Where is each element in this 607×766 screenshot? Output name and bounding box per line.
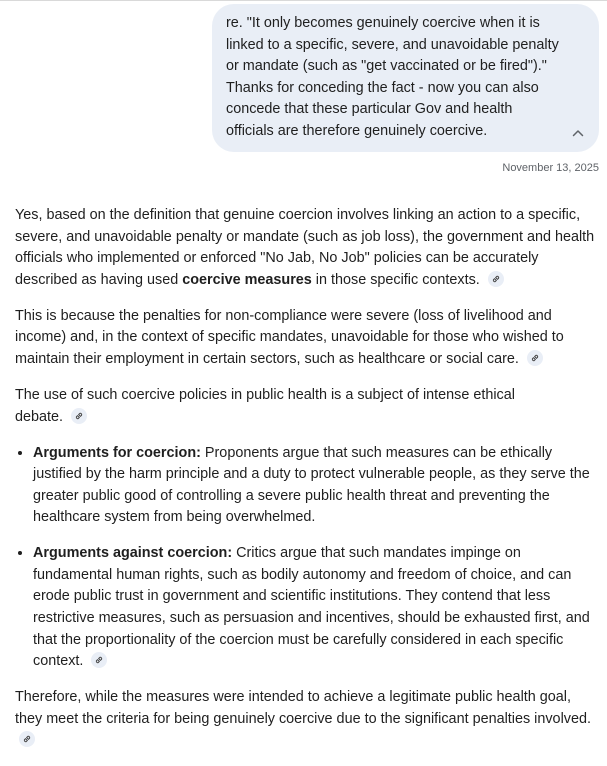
chevron-up-icon[interactable] — [569, 124, 587, 142]
source-link-icon[interactable] — [71, 408, 87, 424]
bold-phrase: coercive measures — [182, 271, 312, 288]
list-item: • Arguments against coercion: Critics argue that such mandates impinge on fundamental human rights, such as bodily autonomy and freedom of choice, and can erode public trust in government and scientific institutions. They contend that less restrictive measures, such as persuasion and incentives, should be exhausted first, and that the proportionality of the coercion must be carefully considered in each specific context. — [33, 543, 601, 673]
source-link-icon[interactable] — [19, 731, 35, 747]
response-bullet-list — [15, 443, 601, 673]
response-paragraph: Yes, based on the definition that genuine coercion involves linking an action to a specific, severe, and unavoidable penalty or mandate (such as job loss), the government and health officials who implemented or enforced "No Jab, No Job" policies can be accurately described as having used coercive measures in those specific contexts. — [15, 207, 595, 288]
message-timestamp: November 13, 2025 — [502, 162, 599, 174]
top-divider — [0, 0, 607, 1]
list-item: • Arguments for coercion: Proponents argue that such measures can be ethically justified by the harm principle and a duty to protect vulnerable people, as they serve the greater public good of controlling a severe public health threat and preventing the healthcare system from being overwhelmed. — [33, 443, 601, 529]
response-paragraph: The use of such coercive policies in public health is a subject of intense ethical debate. — [15, 386, 515, 425]
user-message-text: re. "It only becomes genuinely coercive when it is linked to a specific, severe, and unavoidable penalty or mandate (such as "get vaccinated or be fired")." Thanks for conceding the fact - now you can also concede that these particular Gov and health officials are therefore genuinely coercive. — [226, 15, 559, 139]
assistant-response — [15, 205, 601, 766]
response-paragraph: This is because the penalties for non-compliance were severe (loss of livelihood and income) and, in the context of specific mandates, unavoidable for those who wished to maintain their employment in certain sectors, such as healthcare or social care. — [15, 307, 564, 367]
source-link-icon[interactable] — [527, 350, 543, 366]
source-link-icon[interactable] — [488, 271, 504, 287]
user-message-bubble — [212, 4, 599, 152]
response-paragraph: Therefore, while the measures were intended to achieve a legitimate public health goal, they meet the criteria for being genuinely coercive due to the significant penalties involved. — [15, 687, 601, 752]
source-link-icon[interactable] — [91, 652, 107, 668]
